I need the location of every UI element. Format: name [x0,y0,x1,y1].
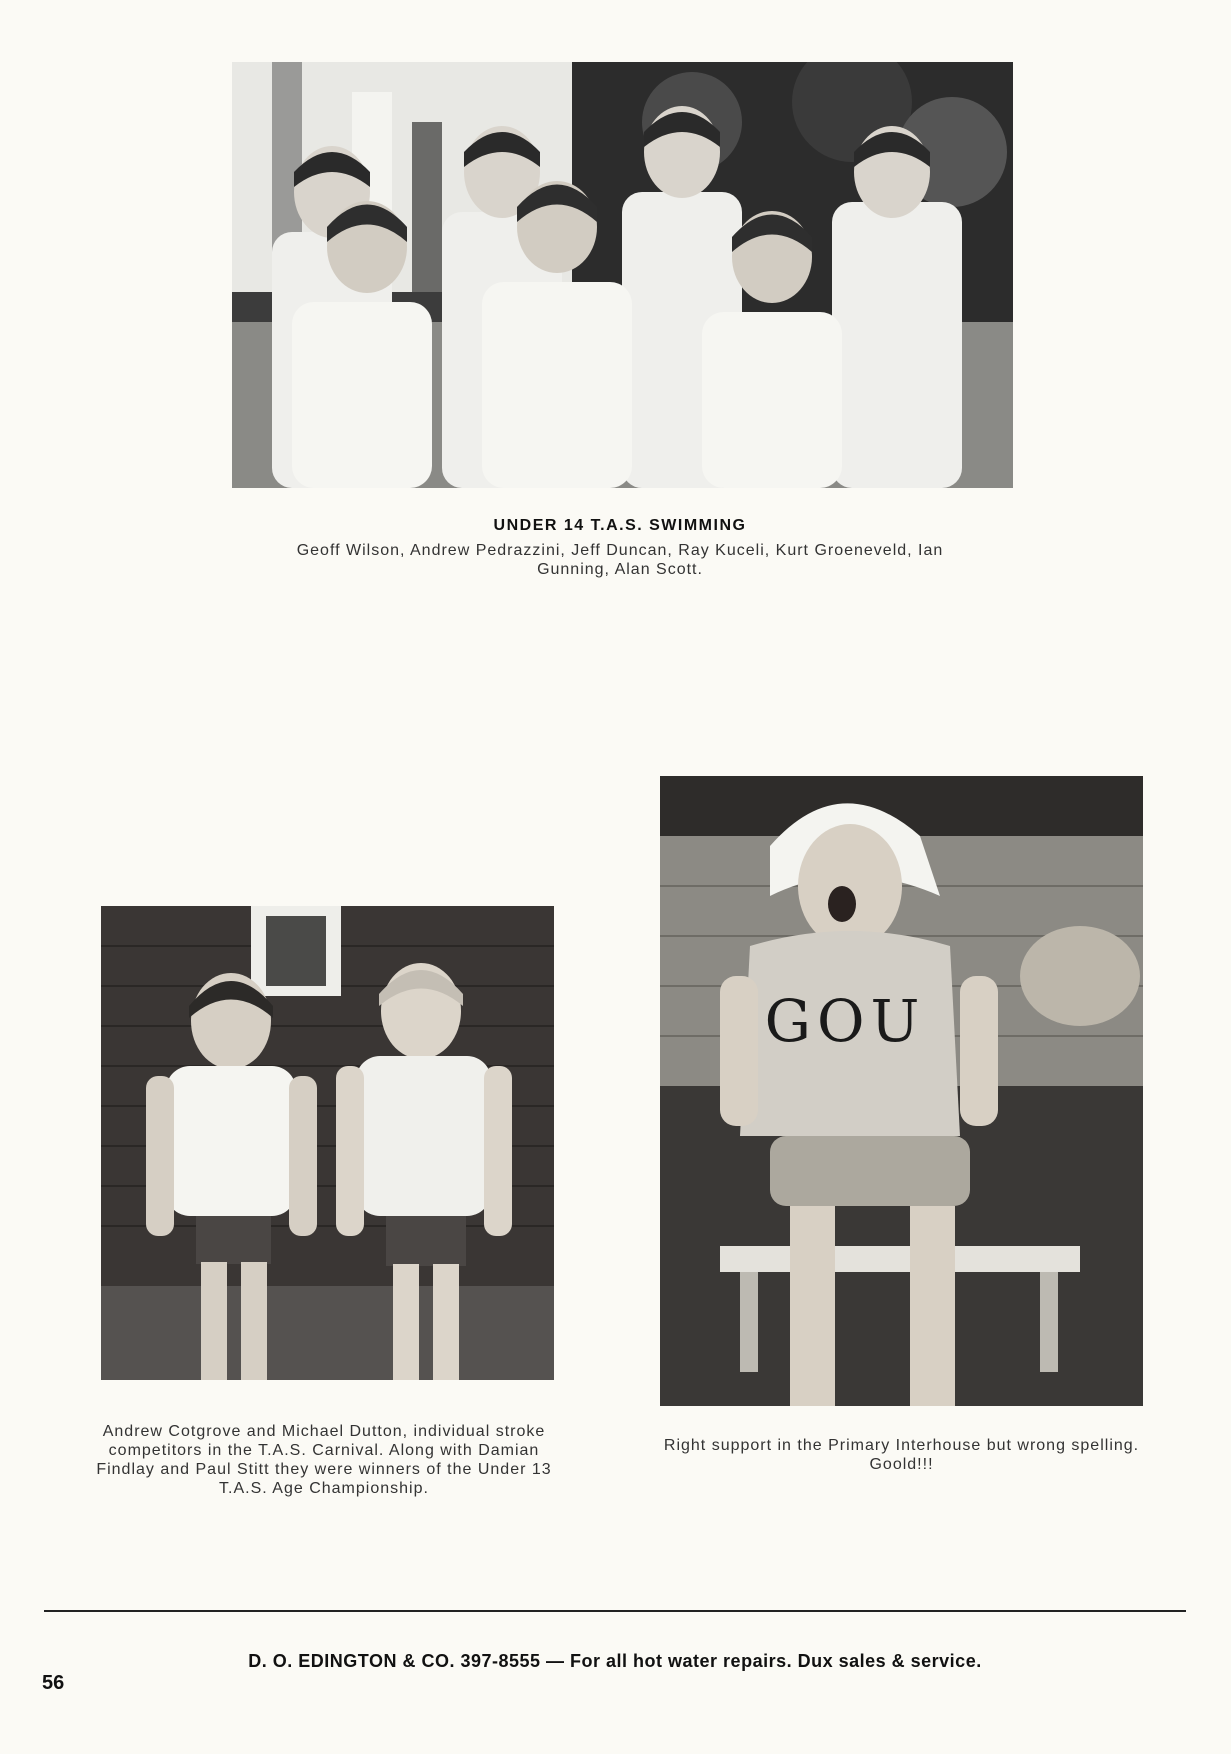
team-group-photo-image [232,62,1013,488]
team-group-photo [232,62,1013,488]
swimmers-pair-caption: Andrew Cotgrove and Michael Dutton, individual stroke competitors in the T.A.S. Carnival. Along with Damian Findlay and Paul Stitt they were winners of the Under 13 T.A.S. Age Championship. [96,1423,552,1497]
page-number: 56 [42,1672,65,1694]
shirt-lettering: GOU [764,987,926,1055]
footer-divider [44,1610,1186,1612]
team-photo-title: UNDER 14 T.A.S. SWIMMING [493,517,747,534]
sponsor-advertisement: D. O. EDINGTON & CO. 397-8555 — For all hot water repairs. Dux sales & service. [248,1651,982,1671]
supporter-caption: Right support in the Primary Interhouse but wrong spelling. Goold!!! [663,1437,1140,1473]
swimmers-pair-photo-image [101,906,554,1380]
swimmers-pair-photo [101,906,554,1380]
supporter-photo [660,776,1143,1406]
supporter-photo-image [660,776,1143,1406]
team-photo-names: Geoff Wilson, Andrew Pedrazzini, Jeff Duncan, Ray Kuceli, Kurt Groeneveld, Ian Gunning, Alan Scott. [296,542,944,578]
team-photo-caption [260,516,980,579]
